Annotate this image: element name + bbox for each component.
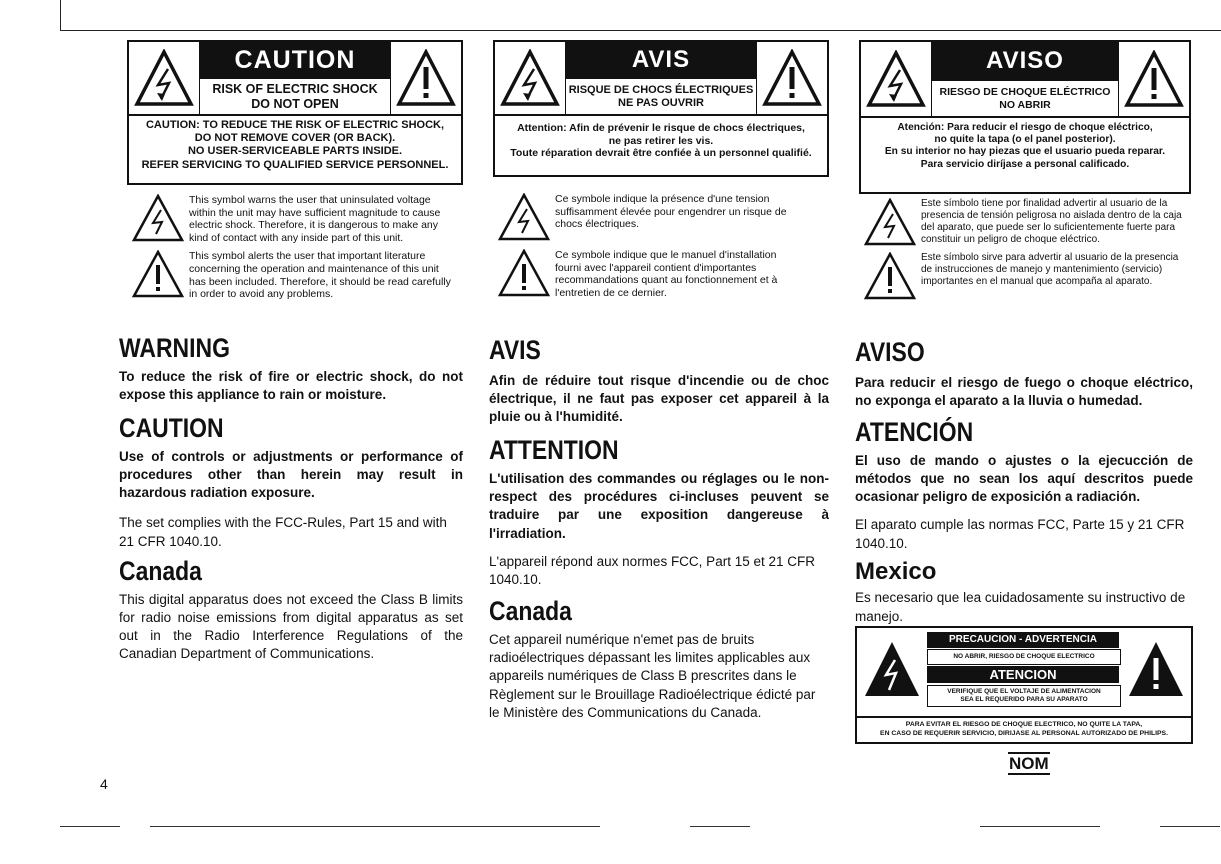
top-rule <box>60 0 1221 31</box>
attention-text: L'utilisation des commandes ou réglages ou le non-respect des procédures ci-incluses peuvent se traduire par une exposition dangereuse à l'irradiation. <box>489 471 829 541</box>
warning-text: To reduce the risk of fire or electric shock, do not expose this appliance to rain or moisture. <box>119 368 463 402</box>
avis-label-box <box>493 40 829 177</box>
caution-text: Use of controls or adjustments or performance of procedures other than herein may result in hazardous radiation exposure. <box>119 448 463 501</box>
lightning-symbol-text: Ce symbole indique la présence d'une tension suffisamment élevée pour engendrer un risque de chocs électriques. <box>555 193 787 231</box>
exclamation-warning-icon <box>1119 42 1189 116</box>
lightning-warning-icon <box>861 42 931 116</box>
lightning-warning-icon <box>495 42 565 114</box>
exclamation-symbol-text: This symbol alerts the user that important literature concerning the operation and maintenance of this unit has been included. Therefore, it should be read carefully in order to avoid any problems. <box>189 250 451 301</box>
avis-sub2: NE PAS OUVRIR <box>618 96 704 109</box>
aviso-note-line: no quite la tapa (o el panel posterior). <box>934 134 1116 146</box>
fcc-text: The set complies with the FCC-Rules, Part 15 and with 21 CFR 1040.10. <box>119 515 447 549</box>
aviso-heading: AVISO <box>855 337 925 367</box>
exclamation-symbol-icon <box>493 249 555 297</box>
atencion-heading: ATENCIÓN <box>855 417 974 448</box>
bottom-scan-line <box>690 826 750 827</box>
avis-note-line: Attention: Afin de prévenir le risque de chocs électriques, <box>517 122 805 134</box>
precaucion-header: PRECAUCION - ADVERTENCIA <box>927 632 1119 648</box>
exclamation-symbol-icon <box>859 252 921 300</box>
caution-note-line: CAUTION: TO REDUCE THE RISK OF ELECTRIC SHOCK, <box>145 119 445 131</box>
mexico-warning-box <box>855 626 1193 744</box>
caution-note-line: DO NOT REMOVE COVER (OR BACK). <box>194 132 396 145</box>
caution-sub2: DO NOT OPEN <box>251 96 339 111</box>
avis-note-line: Toute réparation devrait être confiée à un personnel qualifié. <box>510 147 812 160</box>
english-column <box>119 40 463 662</box>
lightning-symbol-text: This symbol warns the user that uninsulated voltage within the unit may have sufficient magnitude to cause electric shock. Therefore, it is dangerous to make any kind of contact with any inside part of this unit. <box>189 194 441 244</box>
canada-text: This digital apparatus does not exceed the Class B limits for radio noise emissions from digital apparatus as set out in the Radio Interference Regulations of the Canadian Department of Communications. <box>119 591 463 662</box>
attention-heading: ATTENTION <box>489 435 619 466</box>
mexico-heading: Mexico <box>855 557 937 585</box>
aviso-header: AVISO <box>931 42 1119 80</box>
aviso-label-box <box>859 40 1191 194</box>
fcc-text: L'appareil répond aux normes FCC, Part 15 et 21 CFR 1040.10. <box>489 553 815 588</box>
spanish-column <box>855 40 1195 624</box>
caution-header: CAUTION <box>199 42 391 78</box>
aviso-note-line: Atención: Para reducir el riesgo de choque eléctrico, <box>897 122 1153 133</box>
canada-heading: Canada <box>119 555 202 586</box>
lightning-symbol-text: Este símbolo tiene por finalidad advertir al usuario de la presencia de tensión peligrosa no aislada dentro de la caja del aparato, que puede ser lo suficientemente fuerte para constituir un peligro de choque eléctrico. <box>921 198 1182 245</box>
french-column <box>489 40 829 720</box>
aviso-text: Para reducir el riesgo de fuego o choque eléctrico, no exponga el aparato a la lluvia o humedad. <box>855 374 1193 408</box>
lightning-warning-icon <box>863 640 921 703</box>
mexico-box-bottom-line: PARA EVITAR EL RIESGO DE CHOQUE ELECTRICO, NO QUITE LA TAPA, <box>905 721 1143 728</box>
aviso-note-line: En su interior no hay piezas que el usuario pueda reparar. <box>884 146 1166 158</box>
atencion-text: El uso de mando o ajustes o la ejecucción de métodos que no sean los aquí descritos puede ocasionar peligro de exposición a radiación. <box>855 452 1193 505</box>
mexico-box-bottom-line: EN CASO DE REQUERIR SERVICIO, DIRIJASE AL PERSONAL AUTORIZADO DE PHILIPS. <box>880 730 1168 738</box>
caution-heading: CAUTION <box>119 413 224 444</box>
avis-header: AVIS <box>565 42 757 78</box>
atencion-sub-line: VERIFIQUE QUE EL VOLTAJE DE ALIMENTACION <box>947 688 1101 695</box>
bottom-scan-line <box>60 826 120 827</box>
lightning-symbol-icon <box>127 194 189 242</box>
nom-logo: NOM <box>1009 754 1049 773</box>
exclamation-symbol-icon <box>127 250 189 298</box>
caution-label-box <box>127 40 463 185</box>
caution-note-line: NO USER-SERVICEABLE PARTS INSIDE. <box>187 145 403 158</box>
canada-heading: Canada <box>489 596 572 627</box>
bottom-scan-line <box>980 826 1100 827</box>
exclamation-symbol-text: Este símbolo sirve para advertir al usuario de la presencia de instrucciones de manejo y mantenimiento (servicio) importantes en el manual que acompaña al aparato. <box>921 252 1179 287</box>
fcc-text: El aparato cumple las normas FCC, Parte 15 y 21 CFR 1040.10. <box>855 517 1185 551</box>
exclamation-warning-icon <box>1127 640 1185 703</box>
avis-note-line: ne pas retirer les vis. <box>608 134 714 147</box>
atencion-sub-line: SEA EL REQUERIDO PARA SU APARATO <box>960 695 1088 703</box>
bottom-scan-line <box>150 826 600 827</box>
atencion-box-header: ATENCION <box>927 666 1119 683</box>
aviso-note-line: Para servicio diríjase a personal calificado. <box>920 158 1130 170</box>
lightning-symbol-icon <box>859 198 921 246</box>
aviso-sub2: NO ABRIR <box>999 98 1051 111</box>
lightning-symbol-icon <box>493 193 555 241</box>
exclamation-symbol-text: Ce symbole indique que le manuel d'installation fourni avec l'appareil contient d'importantes recommandations quant au fonctionnement et à l'entretien de ce dernier. <box>555 249 778 299</box>
caution-sub1: RISK OF ELECTRIC SHOCK <box>212 82 378 97</box>
aviso-sub1: RIESGO DE CHOQUE ELÉCTRICO <box>939 86 1111 99</box>
exclamation-warning-icon <box>757 42 827 114</box>
avis-sub1: RISQUE DE CHOCS ÉLECTRIQUES <box>568 83 754 96</box>
warning-heading: WARNING <box>119 333 230 363</box>
mexico-text: Es necesario que lea cuidadosamente su instructivo de manejo. <box>855 590 1186 624</box>
lightning-warning-icon <box>129 42 199 114</box>
page-number: 4 <box>100 776 108 792</box>
bottom-scan-line <box>1160 826 1220 827</box>
exclamation-warning-icon <box>391 42 461 114</box>
avis-heading: AVIS <box>489 335 541 365</box>
avis-text: Afin de réduire tout risque d'incendie ou de choc électrique, il ne faut pas exposer cet appareil à la pluie ou à l'humidité. <box>489 372 829 425</box>
precaucion-sub: NO ABRIR, RIESGO DE CHOQUE ELECTRICO <box>927 649 1121 665</box>
caution-note-line: REFER SERVICING TO QUALIFIED SERVICE PERSONNEL. <box>141 158 449 171</box>
canada-text: Cet appareil numérique n'emet pas de bruits radioélectriques dépassant les limites applicables aux appareils numériques de Class B prescrites dans le Règlement sur le Brouillage Radioélectrique édicté par le Ministère des Communications du Canada. <box>489 632 816 720</box>
